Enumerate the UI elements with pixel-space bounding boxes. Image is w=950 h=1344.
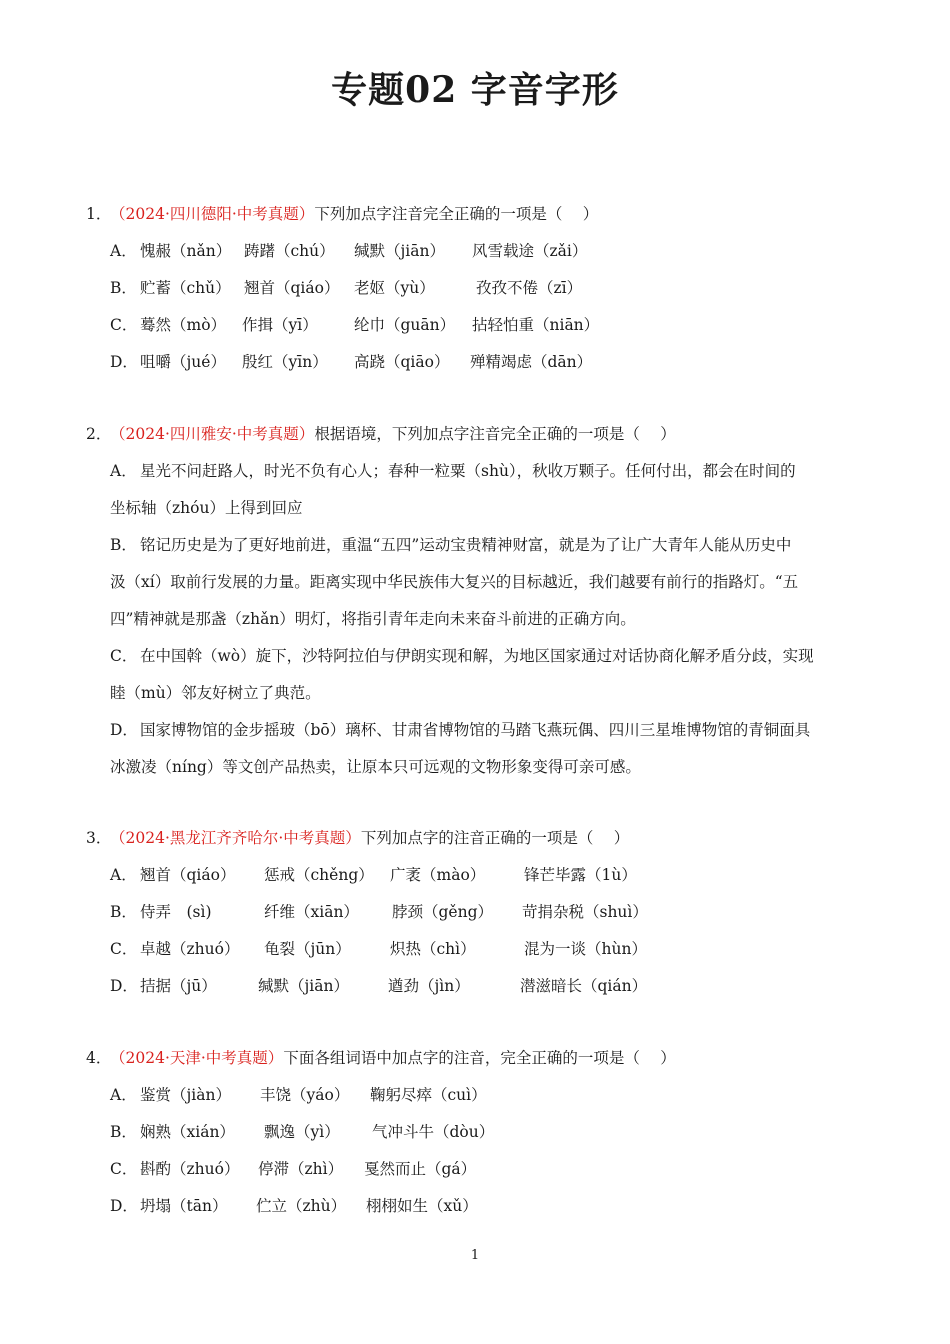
option-item: 遒劲（jìn） — [388, 977, 470, 995]
option-label: C． — [110, 940, 138, 958]
question-4 — [86, 1040, 876, 1225]
question-prompt: 下列加点字的注音正确的一项是（ ） — [360, 829, 630, 847]
option-text: 星光不问赶路人，时光不负有心人；春种一粒粟（shù），秋收万颗子。任何付出，都会在时间的 — [140, 462, 796, 480]
option-a — [86, 1077, 876, 1114]
option-label: B． — [110, 903, 137, 921]
option-item: 翘首（qiáo） — [244, 279, 340, 297]
option-label: A． — [110, 1086, 137, 1104]
option-item: 戛然而止（gá） — [364, 1160, 477, 1178]
option-label: A． — [110, 462, 137, 480]
option-item: 锋芒毕露（1ù） — [524, 866, 637, 884]
option-item: 鞠躬尽瘁（cuì） — [370, 1086, 487, 1104]
page-number: 1 — [470, 1248, 480, 1263]
option-item: 伫立（zhù） — [256, 1197, 347, 1215]
option-d — [86, 1188, 876, 1225]
option-label: B． — [110, 536, 137, 554]
option-item: 咀嚼（jué） — [140, 353, 226, 371]
option-label: B． — [110, 279, 137, 297]
option-label: A． — [110, 866, 137, 884]
question-number: 3． — [86, 829, 112, 847]
option-item: 翘首（qiáo） — [140, 866, 236, 884]
option-text: 国家博物馆的金步摇玻（bō）璃杯、甘肃省博物馆的马踏飞燕玩偶、四川三星堆博物馆的青铜面具 — [140, 721, 811, 739]
option-item: 广袤（mào） — [390, 866, 486, 884]
question-source: （2024·天津·中考真题） — [110, 1049, 284, 1067]
question-source: （2024·四川德阳·中考真题） — [110, 205, 315, 223]
option-item: 坍塌（tān） — [140, 1197, 228, 1215]
question-1 — [86, 196, 876, 381]
option-item: 殚精竭虑（dān） — [470, 353, 593, 371]
option-item: 混为一谈（hùn） — [524, 940, 647, 958]
option-item: 龟裂（jūn） — [264, 940, 351, 958]
option-d — [86, 968, 876, 1005]
option-c — [86, 931, 876, 968]
option-item: 拈轻怕重（niān） — [472, 316, 600, 334]
option-text: 在中国斡（wò）旋下，沙特阿拉伯与伊朗实现和解，为地区国家通过对话协商化解矛盾分歧，实现 — [140, 647, 814, 665]
option-b — [86, 894, 876, 931]
option-item: 高跷（qiāo） — [354, 353, 450, 371]
option-item: 鉴赏（jiàn） — [140, 1086, 231, 1104]
option-item: 炽热（chì） — [390, 940, 476, 958]
option-item: 侍弄 (sì) — [140, 903, 212, 921]
option-item: 踌躇（chú） — [244, 242, 335, 260]
option-item: 风雪载途（zǎi） — [472, 242, 588, 260]
question-stem — [86, 1040, 876, 1077]
option-a — [86, 453, 876, 527]
option-text: 四”精神就是那盏（zhǎn）明灯，将指引青年走向未来奋斗前进的正确方向。 — [110, 610, 636, 628]
option-d — [86, 344, 876, 381]
option-item: 孜孜不倦（zī） — [476, 279, 583, 297]
option-text: 睦（mù）邻友好树立了典范。 — [110, 684, 321, 702]
question-stem — [86, 820, 876, 857]
option-label: D． — [110, 977, 138, 995]
option-b — [86, 270, 876, 307]
option-item: 停滞（zhì） — [258, 1160, 344, 1178]
question-source: （2024·四川雅安·中考真题） — [110, 425, 315, 443]
question-stem — [86, 416, 876, 453]
option-c — [86, 307, 876, 344]
option-item: 拮据（jū） — [140, 977, 217, 995]
option-b — [86, 527, 876, 638]
option-label: B． — [110, 1123, 137, 1141]
option-item: 卓越（zhuó） — [140, 940, 240, 958]
option-item: 脖颈（gěng） — [392, 903, 494, 921]
option-label: D． — [110, 353, 138, 371]
option-d — [86, 712, 876, 786]
question-source: （2024·黑龙江齐齐哈尔·中考真题） — [110, 829, 361, 847]
question-prompt: 根据语境，下列加点字注音完全正确的一项是（ ） — [314, 425, 676, 443]
option-item: 苛捐杂税（shuì） — [522, 903, 648, 921]
option-label: C． — [110, 647, 138, 665]
question-number: 1． — [86, 205, 112, 223]
option-item: 丰饶（yáo） — [260, 1086, 350, 1104]
option-b — [86, 1114, 876, 1151]
option-item: 纶巾（guān） — [354, 316, 456, 334]
option-text: 汲（xí）取前行发展的力量。距离实现中华民族伟大复兴的目标越近，我们越要有前行的指路灯。“五 — [110, 573, 799, 591]
option-item: 老妪（yù） — [354, 279, 435, 297]
question-prompt: 下列加点字注音完全正确的一项是（ ） — [314, 205, 599, 223]
option-label: C． — [110, 1160, 138, 1178]
question-prompt: 下面各组词语中加点字的注音，完全正确的一项是（ ） — [283, 1049, 676, 1067]
question-stem — [86, 196, 876, 233]
option-label: A． — [110, 242, 137, 260]
question-3 — [86, 820, 876, 1005]
option-item: 殷红（yīn） — [242, 353, 328, 371]
option-item: 蓦然（mò） — [140, 316, 227, 334]
option-c — [86, 638, 876, 712]
option-item: 潜滋暗长（qián） — [520, 977, 648, 995]
option-c — [86, 1151, 876, 1188]
question-2 — [86, 416, 876, 786]
option-item: 纤维（xiān） — [264, 903, 359, 921]
option-item: 斟酌（zhuó） — [140, 1160, 240, 1178]
option-text: 坐标轴（zhóu）上得到回应 — [110, 499, 303, 517]
option-item: 飘逸（yì） — [264, 1123, 340, 1141]
option-item: 愧赧（nǎn） — [140, 242, 232, 260]
option-text: 冰激凌（níng）等文创产品热卖，让原本只可远观的文物形象变得可亲可感。 — [110, 758, 641, 776]
option-label: D． — [110, 721, 138, 739]
option-text: 铭记历史是为了更好地前进，重温“五四”运动宝贵精神财富，就是为了让广大青年人能从历史中 — [140, 536, 792, 554]
page-title: 专题02 字音字形 — [331, 69, 619, 111]
option-item: 贮蓄（chǔ） — [140, 279, 231, 297]
option-item: 作揖（yī） — [242, 316, 318, 334]
question-number: 4． — [86, 1049, 112, 1067]
question-number: 2． — [86, 425, 112, 443]
option-item: 娴熟（xián） — [140, 1123, 235, 1141]
option-item: 气冲斗牛（dòu） — [372, 1123, 495, 1141]
option-item: 缄默（jiān） — [354, 242, 445, 260]
option-a — [86, 233, 876, 270]
option-a — [86, 857, 876, 894]
option-label: D． — [110, 1197, 138, 1215]
option-item: 栩栩如生（xǔ） — [366, 1197, 478, 1215]
option-item: 缄默（jiān） — [258, 977, 349, 995]
option-item: 惩戒（chěng） — [264, 866, 374, 884]
option-label: C． — [110, 316, 138, 334]
